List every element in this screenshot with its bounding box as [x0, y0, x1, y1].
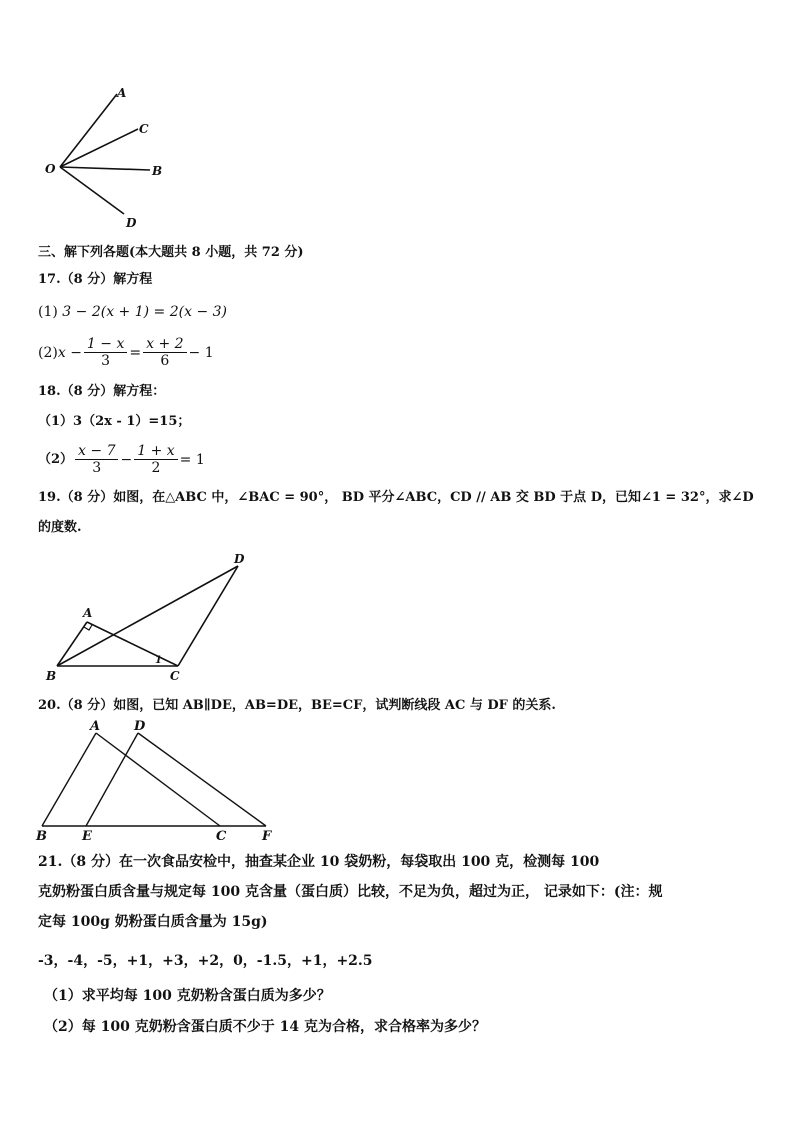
q20-label-a: A [90, 719, 101, 734]
q18-part2-label: （2） [38, 451, 74, 467]
q17-tail: − 1 [188, 344, 214, 361]
q19-label-b: B [46, 669, 57, 683]
q17-title: 17.（8 分）解方程 [38, 272, 153, 287]
q18-frac1-numerator: x − 7 [75, 443, 118, 460]
label-d: D [126, 216, 137, 230]
q21-text-line3: 定每 100g 奶粉蛋白质含量为 15g) [38, 914, 268, 930]
q17-fraction-2 [143, 336, 186, 369]
segment-cd [178, 566, 238, 666]
q18-minus: − [120, 451, 133, 468]
q18-frac2-numerator: 1 + x [134, 443, 177, 460]
label-b: B [152, 164, 163, 178]
ray-ob [60, 167, 150, 170]
q20-label-f: F [262, 829, 272, 843]
q19-text-line1: 19.（8 分）如图，在△ABC 中，∠BAC = 90°， BD 平分∠ABC，CD // AB 交 BD 于点 D，已知∠1 = 32°，求∠D [38, 490, 754, 505]
q17-frac1-numerator: 1 − x [84, 336, 127, 353]
q21-subquestion-2: （2）每 100 克奶粉含蛋白质不少于 14 克为合格，求合格率为多少？ [44, 1019, 486, 1035]
q21-data-values: -3，-4，-5，+1，+3，+2，0，-1.5，+1，+2.5 [38, 953, 373, 969]
q17-part2-lead: x − [57, 344, 82, 361]
section-heading: 三、解下列各题(本大题共 8 小题，共 72 分) [38, 245, 304, 260]
q20-text: 20.（8 分）如图，已知 AB∥DE，AB=DE，BE=CF，试判断线段 AC 与 DF 的关系. [38, 698, 556, 713]
ray-oc [60, 129, 138, 167]
q20-label-b: B [36, 829, 47, 843]
q19-text-line2: 的度数. [38, 520, 82, 535]
q19-label-d: D [234, 552, 245, 566]
q19-label-c: C [170, 669, 180, 683]
q19-angle-label: 1 [155, 655, 162, 666]
q17-equals: = [129, 344, 142, 361]
q17-frac2-denominator: 6 [160, 353, 170, 369]
q20-label-d: D [134, 719, 146, 734]
q17-part1 [38, 304, 227, 320]
q18-frac1-denominator: 3 [92, 460, 102, 476]
ray-od [60, 167, 124, 214]
q18-part1-expr: 3（2x - 1）=15； [73, 414, 191, 429]
q17-part1-expr: 3 − 2(x + 1) = 2(x − 3) [62, 304, 227, 320]
parallel-triangles-figure-q20 [30, 718, 290, 843]
q17-part2-label: (2) [38, 344, 58, 361]
ray-oa [60, 94, 117, 167]
q20-label-e: E [82, 829, 92, 843]
q18-part2 [38, 443, 205, 476]
q18-part1-label: （1） [38, 414, 74, 429]
q21-text-line2: 克奶粉蛋白质含量与规定每 100 克含量（蛋白质）比较，不足为负，超过为正， 记录如下：(注：规 [38, 884, 663, 900]
q17-frac2-numerator: x + 2 [143, 336, 186, 353]
angle-rays-figure [40, 80, 180, 235]
label-c: C [139, 122, 149, 136]
q18-tail: = 1 [179, 451, 205, 468]
label-a: A [117, 86, 127, 100]
q17-part2 [38, 336, 214, 369]
q18-frac2-denominator: 2 [151, 460, 161, 476]
q17-frac1-denominator: 3 [101, 353, 111, 369]
q18-title: 18.（8 分）解方程： [38, 384, 166, 399]
segment-ab [42, 733, 96, 826]
segment-ac [87, 622, 178, 666]
q17-part1-label: (1) [38, 304, 58, 320]
q21-text-line1: 21.（8 分）在一次食品安检中，抽查某企业 10 袋奶粉，每袋取出 100 克，检测每 100 [38, 854, 600, 870]
q20-label-c: C [216, 829, 227, 843]
segment-ba [57, 622, 87, 666]
q18-fraction-2 [134, 443, 177, 476]
q17-fraction-1 [84, 336, 127, 369]
q18-fraction-1 [75, 443, 118, 476]
q18-part1 [38, 413, 190, 431]
triangle-figure-q19 [40, 548, 270, 688]
segment-de [86, 733, 138, 826]
label-o: O [45, 162, 56, 176]
q19-label-a: A [83, 606, 93, 620]
q21-subquestion-1: （1）求平均每 100 克奶粉含蛋白质为多少？ [44, 988, 331, 1004]
